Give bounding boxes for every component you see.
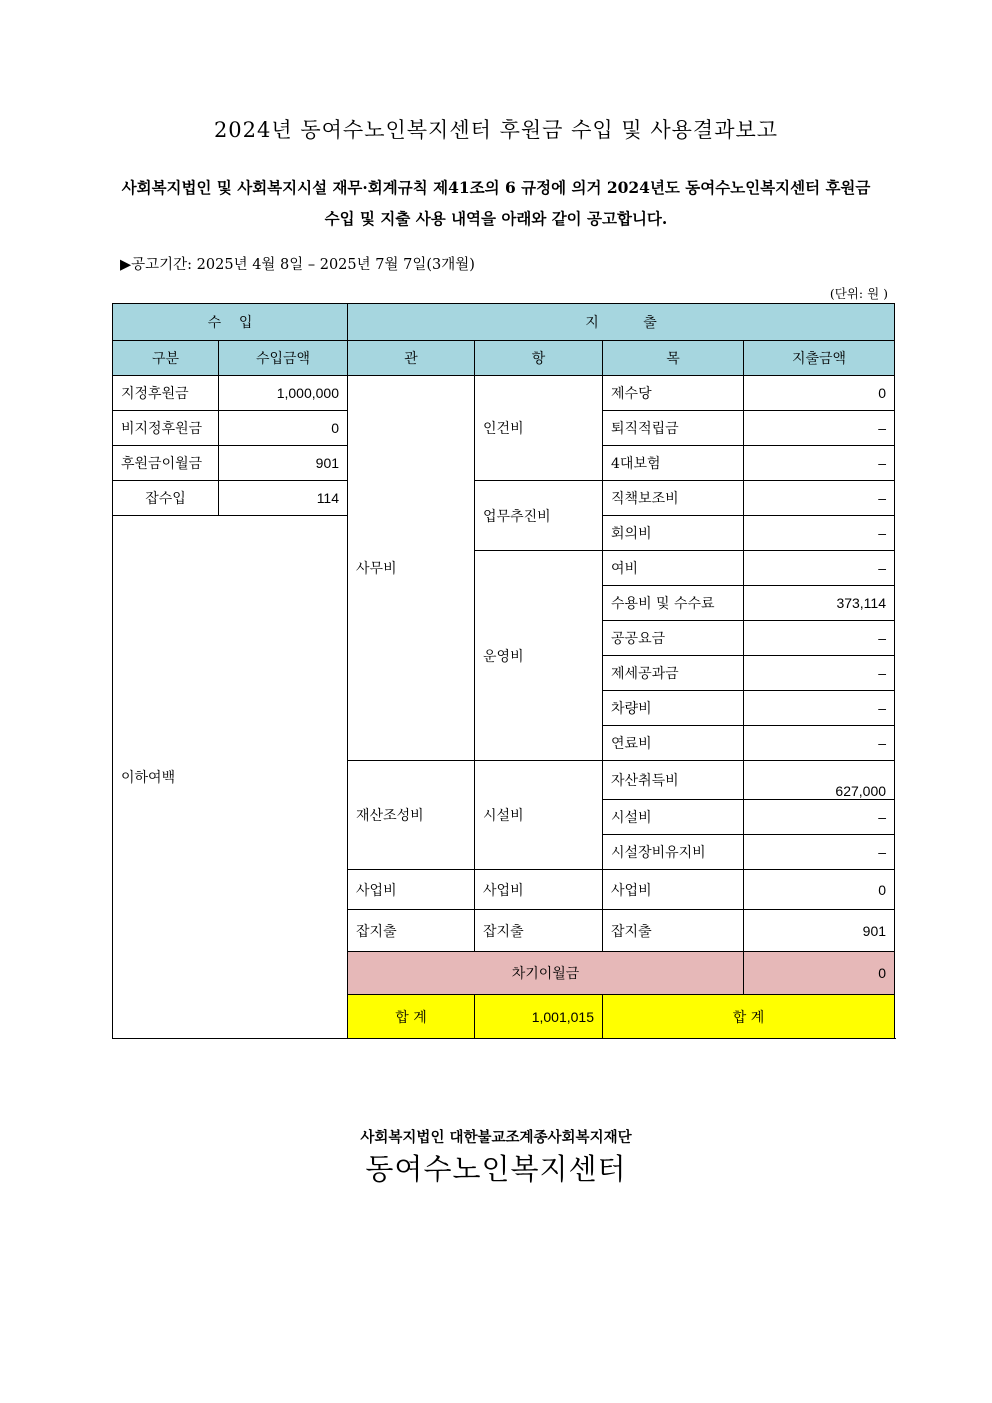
hang-personnel: 인건비 xyxy=(475,376,603,481)
mok-label: 4대보험 xyxy=(603,446,744,481)
hang-misc: 잡지출 xyxy=(475,910,603,952)
intro-text xyxy=(60,172,932,234)
col-expense-amount: 지출금액 xyxy=(744,341,895,376)
intro-line-2: 수입 및 지출 사용 내역을 아래와 같이 공고합니다. xyxy=(324,209,668,228)
expense-amount: – xyxy=(744,726,895,761)
income-amount: 901 xyxy=(219,446,348,481)
expense-amount: – xyxy=(744,621,895,656)
expense-amount: 0 xyxy=(744,870,895,910)
gwan-business: 사업비 xyxy=(348,870,475,910)
expense-amount: – xyxy=(744,835,895,870)
table-row xyxy=(113,376,895,411)
carry-over-label: 차기이월금 xyxy=(348,952,744,995)
footer-center-name: 동여수노인복지센터 xyxy=(365,1152,627,1186)
mok-label: 제세공과금 xyxy=(603,656,744,691)
expense-amount: – xyxy=(744,800,895,835)
notice-period: ▶공고기간: 2025년 4월 8일 – 2025년 7월 7일(3개월) xyxy=(120,257,475,273)
mok-label: 퇴직적립금 xyxy=(603,411,744,446)
col-category: 구분 xyxy=(113,341,219,376)
mok-label: 잡지출 xyxy=(603,910,744,952)
mok-label: 여비 xyxy=(603,551,744,586)
table-header-row xyxy=(113,304,895,341)
income-amount: 1,000,000 xyxy=(219,376,348,411)
income-label: 비지정후원금 xyxy=(113,411,219,446)
mok-label: 시설장비유지비 xyxy=(603,835,744,870)
expense-amount: – xyxy=(744,481,895,516)
expense-amount: 901 xyxy=(744,910,895,952)
unit-label: (단위: 원 ) xyxy=(829,286,888,301)
expense-amount: 0 xyxy=(744,376,895,411)
gwan-misc: 잡지출 xyxy=(348,910,475,952)
income-header: 수 입 xyxy=(113,304,348,341)
mok-label: 시설비 xyxy=(603,800,744,835)
mok-label: 제수당 xyxy=(603,376,744,411)
report-table xyxy=(112,303,895,1039)
mok-label: 자산취득비 xyxy=(603,761,744,800)
income-amount: 0 xyxy=(219,411,348,446)
table-subheader-row xyxy=(113,341,895,376)
mok-label: 공공요금 xyxy=(603,621,744,656)
col-income-amount: 수입금액 xyxy=(219,341,348,376)
mok-label: 차량비 xyxy=(603,691,744,726)
col-mok: 목 xyxy=(603,341,744,376)
expense-total-label: 합 계 xyxy=(603,995,895,1039)
income-label: 잡수입 xyxy=(113,481,219,516)
hang-facility: 시설비 xyxy=(475,761,603,870)
carry-over-amount: 0 xyxy=(744,952,895,995)
mok-label: 수용비 및 수수료 xyxy=(603,586,744,621)
table-row xyxy=(113,481,895,516)
expense-amount: – xyxy=(744,411,895,446)
hang-operation: 운영비 xyxy=(475,551,603,761)
hang-promotion: 업무추진비 xyxy=(475,481,603,551)
gwan-office: 사무비 xyxy=(348,376,475,761)
col-hang: 항 xyxy=(475,341,603,376)
expense-amount: – xyxy=(744,656,895,691)
expense-header: 지 출 xyxy=(348,304,895,341)
col-gwan: 관 xyxy=(348,341,475,376)
footer-organization: 사회복지법인 대한불교조계종사회복지재단 xyxy=(360,1129,632,1146)
income-label: 후원금이월금 xyxy=(113,446,219,481)
intro-line-1: 사회복지법인 및 사회복지시설 재무·회계규칙 제41조의 6 규정에 의거 2024년도 동여수노인복지센터 후원금 xyxy=(121,178,871,197)
mok-label: 직책보조비 xyxy=(603,481,744,516)
expense-amount: 627,000 xyxy=(744,761,895,800)
gwan-asset: 재산조성비 xyxy=(348,761,475,870)
hang-business: 사업비 xyxy=(475,870,603,910)
blank-note: 이하여백 xyxy=(113,516,348,1039)
expense-amount: 373,114 xyxy=(744,586,895,621)
expense-amount: – xyxy=(744,446,895,481)
income-amount: 114 xyxy=(219,481,348,516)
expense-amount: – xyxy=(744,516,895,551)
expense-amount: – xyxy=(744,551,895,586)
mok-label: 회의비 xyxy=(603,516,744,551)
income-label: 지정후원금 xyxy=(113,376,219,411)
income-total-label: 합 계 xyxy=(348,995,475,1039)
page-title: 2024년 동여수노인복지센터 후원금 수입 및 사용결과보고 xyxy=(213,118,779,142)
mok-label: 연료비 xyxy=(603,726,744,761)
mok-label: 사업비 xyxy=(603,870,744,910)
expense-amount: – xyxy=(744,691,895,726)
income-total-amount: 1,001,015 xyxy=(475,995,603,1039)
